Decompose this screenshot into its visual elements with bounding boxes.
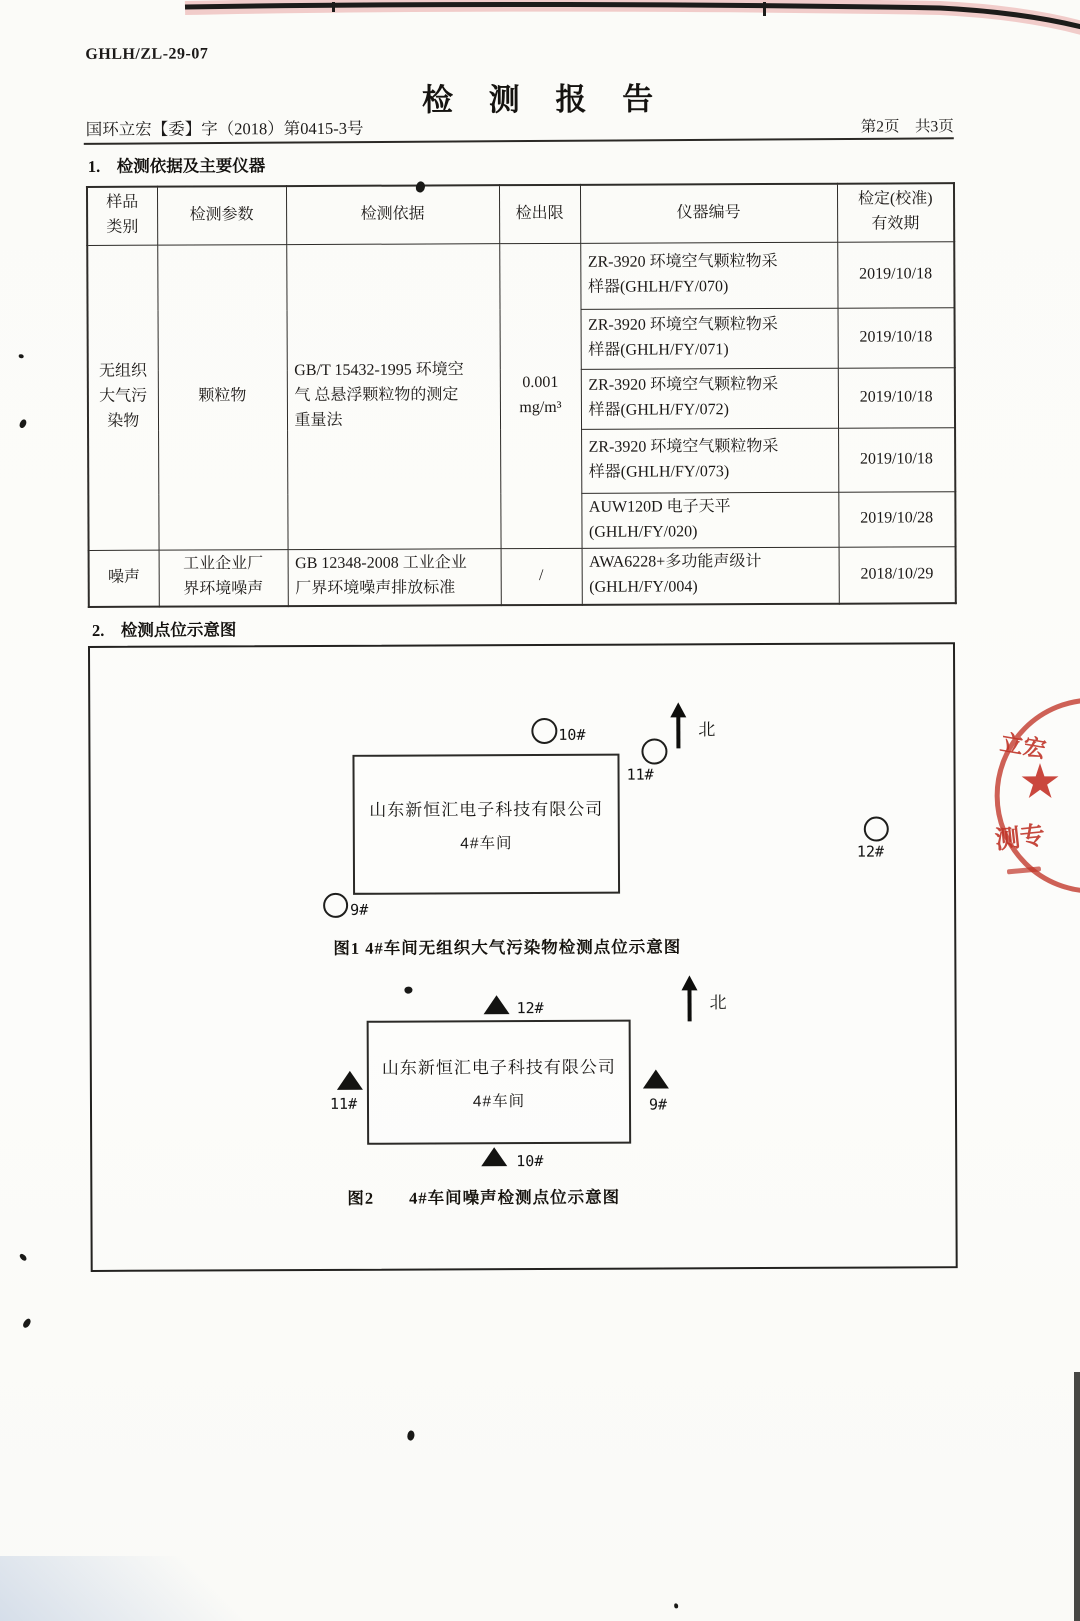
point-label: 9#	[648, 1095, 668, 1114]
building-outline-diagram2	[367, 1020, 632, 1145]
cell-instrument: AUW120D 电子天平 (GHLH/FY/020)	[581, 492, 838, 548]
stamp-text-fragment: 立宏	[998, 730, 1048, 763]
cell-instrument: ZR-3920 环境空气颗粒物采 样器(GHLH/FY/071)	[581, 308, 838, 369]
cell-valid-until: 2019/10/18	[838, 307, 955, 368]
cell-parameter-air: 颗粒物	[157, 244, 287, 550]
workshop-name: 4#车间	[460, 835, 513, 853]
monitoring-point-circle-11	[641, 738, 667, 764]
point-label: 10#	[516, 1151, 544, 1171]
monitoring-point-circle-10	[531, 718, 557, 744]
cell-valid-until: 2019/10/18	[838, 427, 955, 492]
scan-speck	[674, 1603, 678, 1608]
diagram-container	[88, 642, 958, 1272]
cell-instrument: ZR-3920 环境空气颗粒物采 样器(GHLH/FY/072)	[581, 368, 838, 429]
north-arrow-icon	[670, 702, 686, 748]
figure2-caption: 图2 4#车间噪声检测点位示意图	[347, 1187, 621, 1208]
scan-speck	[19, 354, 24, 358]
point-label: 10#	[558, 725, 586, 744]
cell-sample-category-air: 无组织 大气污 染物	[87, 245, 158, 550]
col-header-instrument-no: 仪器编号	[580, 184, 837, 243]
scan-speck	[18, 418, 28, 429]
star-icon: ★	[1018, 755, 1062, 809]
point-label: 11#	[329, 1094, 358, 1113]
cell-instrument: ZR-3920 环境空气颗粒物采 样器(GHLH/FY/070)	[580, 242, 837, 309]
scan-speck	[19, 1253, 28, 1262]
cell-parameter-noise: 工业企业厂 界环境噪声	[159, 549, 288, 607]
scan-speck	[406, 1430, 415, 1441]
cell-detection-limit-air: 0.001 mg/m³	[499, 243, 581, 548]
monitoring-point-triangle-10	[481, 1147, 507, 1166]
north-label: 北	[698, 720, 716, 740]
table-row-noise	[89, 546, 956, 607]
form-code: GHLH/ZL-29-07	[85, 45, 209, 63]
stamp-text-fragment: 测专	[993, 822, 1047, 855]
red-seal-stamp	[994, 696, 1080, 891]
table-row	[87, 241, 954, 311]
cell-sample-category-noise: 噪声	[89, 550, 159, 607]
monitoring-point-circle-12	[864, 816, 889, 841]
cell-valid-until: 2019/10/28	[838, 491, 955, 547]
monitoring-point-triangle-12	[484, 995, 510, 1014]
document-number: 国环立宏【委】字（2018）第0415-3号	[85, 118, 364, 139]
cell-valid-until: 2019/10/18	[838, 367, 955, 428]
col-header-basis: 检测依据	[286, 185, 499, 244]
col-header-sample-category: 样品 类别	[87, 187, 157, 245]
point-label: 12#	[856, 842, 885, 861]
col-header-detection-limit: 检出限	[499, 185, 580, 243]
col-header-valid-period: 检定(校准) 有效期	[837, 183, 954, 242]
cell-detection-limit-noise: /	[501, 548, 582, 605]
company-name: 山东新恒汇电子科技有限公司	[369, 799, 604, 820]
col-header-parameter: 检测参数	[157, 186, 286, 245]
point-label: 9#	[350, 900, 369, 919]
table-header-row	[87, 183, 954, 245]
cell-instrument-noise: AWA6228+多功能声级计 (GHLH/FY/004)	[582, 547, 839, 605]
instrument-table	[86, 182, 957, 608]
point-label: 12#	[516, 998, 544, 1018]
point-label: 11#	[626, 765, 654, 784]
scan-corner-tint	[0, 1556, 290, 1621]
scan-edge-strip	[1074, 1372, 1080, 1621]
cell-instrument: ZR-3920 环境空气颗粒物采 样器(GHLH/FY/073)	[581, 428, 838, 493]
monitoring-point-triangle-9	[643, 1069, 669, 1088]
section2-heading: 2. 检测点位示意图	[91, 620, 237, 640]
company-name: 山东新恒汇电子科技有限公司	[381, 1057, 616, 1078]
cell-basis-air: GB/T 15432-1995 环境空 气 总悬浮颗粒物的测定 重量法	[286, 243, 500, 549]
monitoring-point-circle-9	[323, 893, 348, 918]
page-indicator: 第2页 共3页	[860, 118, 954, 136]
section1-heading: 1. 检测依据及主要仪器	[87, 156, 266, 176]
workshop-name: 4#车间	[472, 1093, 526, 1111]
monitoring-point-triangle-11	[337, 1071, 363, 1090]
north-arrow-icon	[681, 975, 697, 1021]
page-title: 检 测 报 告	[421, 81, 668, 118]
cell-valid-until-noise: 2018/10/29	[839, 546, 956, 604]
figure1-caption: 图1 4#车间无组织大气污染物检测点位示意图	[333, 937, 682, 958]
building-outline-diagram1	[352, 754, 620, 895]
cell-basis-noise: GB 12348-2008 工业企业 厂界环境噪声排放标准	[288, 548, 501, 606]
north-label: 北	[709, 993, 727, 1013]
scan-speck	[22, 1317, 33, 1329]
cell-valid-until: 2019/10/18	[837, 241, 954, 308]
